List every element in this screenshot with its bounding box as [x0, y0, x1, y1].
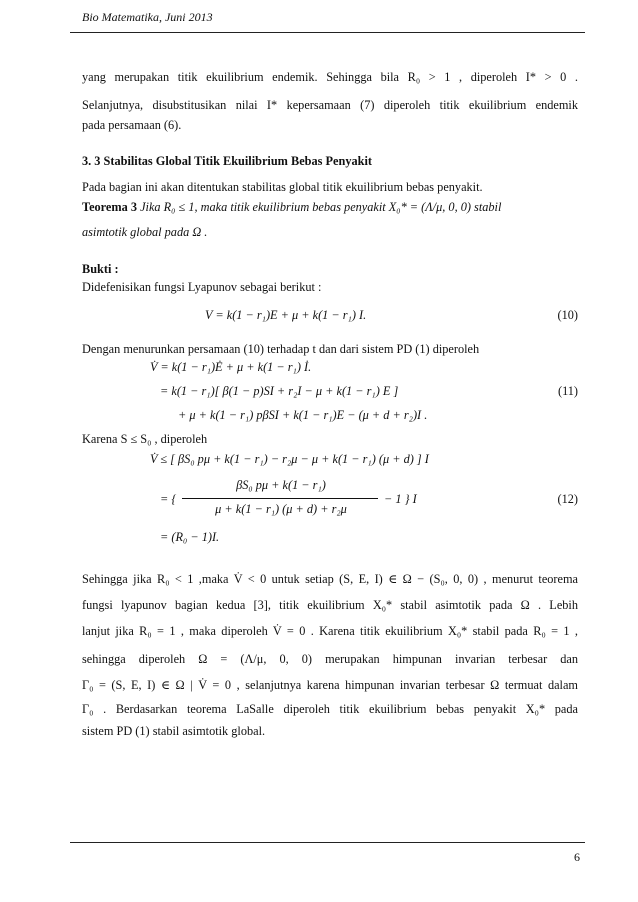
equation-12-line1: V̇ ≤ [ βS₀ pμ + k(1 − r₁) − r₂μ − μ + k(1 − r₁) (μ + d) ] I	[150, 452, 429, 466]
paragraph-line: sehingga diperoleh Ω = (Λ/μ, 0, 0) merupakan himpunan invarian terbesar dan	[82, 652, 578, 666]
paragraph-line: fungsi lyapunov bagian kedua [3], titik ekuilibrium X₀* stabil asimtotik pada Ω . Lebih	[82, 598, 578, 612]
paragraph-line: Didefenisikan fungsi Lyapunov sebagai berikut :	[82, 280, 322, 294]
paragraph-line: Pada bagian ini akan ditentukan stabilitas global titik ekuilibrium bebas penyakit.	[82, 180, 483, 194]
equation-11-line2: = k(1 − r₁)[ β(1 − p)SI + r₂I − μ + k(1 − r₁) E ]	[160, 384, 399, 398]
paragraph-line: Karena S ≤ S₀ , diperoleh	[82, 432, 208, 446]
equation-11-line3: + μ + k(1 − r₁) pβSI + k(1 − r₁)E − (μ + d + r₂)I .	[178, 408, 428, 422]
fraction-tail: − 1 } I	[384, 492, 417, 506]
fraction-bar	[182, 498, 378, 499]
equation-12-line3: = (R₀ − 1)I.	[160, 530, 220, 544]
paragraph-line: Γ₀ = (S, E, I) ∈ Ω | V̇ = 0 , selanjutnya karena himpunan invarian terbesar Ω termuat dalam	[82, 678, 578, 692]
equation-10: V = k(1 − r₁)E + μ + k(1 − r₁) I.	[205, 308, 367, 322]
page-number: 6	[574, 850, 580, 864]
theorem-label: Teorema 3	[82, 200, 137, 214]
paragraph-line: pada persamaan (6).	[82, 118, 182, 132]
paragraph-line: lanjut jika R₀ = 1 , maka diperoleh V̇ = 0 . Karena titik ekuilibrium X₀* stabil pada R₀ = 1 ,	[82, 624, 578, 638]
footer-rule	[70, 842, 585, 843]
header-rule	[70, 32, 585, 33]
paragraph-line: Selanjutnya, disubstitusikan nilai I* kepersamaan (7) diperoleh titik ekuilibrium endemik	[82, 98, 578, 112]
running-header: Bio Matematika, Juni 2013	[82, 10, 213, 24]
proof-label: Bukti :	[82, 262, 119, 276]
paragraph-line: Dengan menurunkan persamaan (10) terhadap t dan dari sistem PD (1) diperoleh	[82, 342, 480, 356]
theorem-statement: Jika R₀ ≤ 1, maka titik ekuilibrium bebas penyakit X₀* = (Λ/μ, 0, 0) stabil	[140, 200, 502, 214]
fraction-denominator: μ + k(1 − r₁) (μ + d) + r₂μ	[215, 502, 347, 516]
section-heading: 3. 3 Stabilitas Global Titik Ekuilibrium Bebas Penyakit	[82, 154, 372, 168]
paragraph-line: yang merupakan titik ekuilibrium endemik. Sehingga bila R₀ > 1 , diperoleh I* > 0 .	[82, 70, 578, 84]
theorem-block	[82, 200, 578, 215]
equation-number: (11)	[557, 384, 578, 398]
equation-number: (10)	[557, 308, 578, 322]
paragraph-line: sistem PD (1) stabil asimtotik global.	[82, 724, 266, 738]
equation-number: (12)	[557, 492, 578, 506]
theorem-statement-cont: asimtotik global pada Ω .	[82, 225, 208, 239]
paragraph-line: Sehingga jika R₀ < 1 ,maka V̇ < 0 untuk setiap (S, E, I) ∈ Ω − (S₀, 0, 0) , menurut teorema	[82, 572, 578, 586]
equation-11-line1: V̇ = k(1 − r₁)Ė + μ + k(1 − r₁) İ.	[150, 360, 312, 374]
fraction-numerator: βS₀ pμ + k(1 − r₁)	[236, 478, 326, 492]
paragraph-line: Γ₀ . Berdasarkan teorema LaSalle diperoleh titik ekuilibrium bebas penyakit X₀* pada	[82, 702, 578, 716]
